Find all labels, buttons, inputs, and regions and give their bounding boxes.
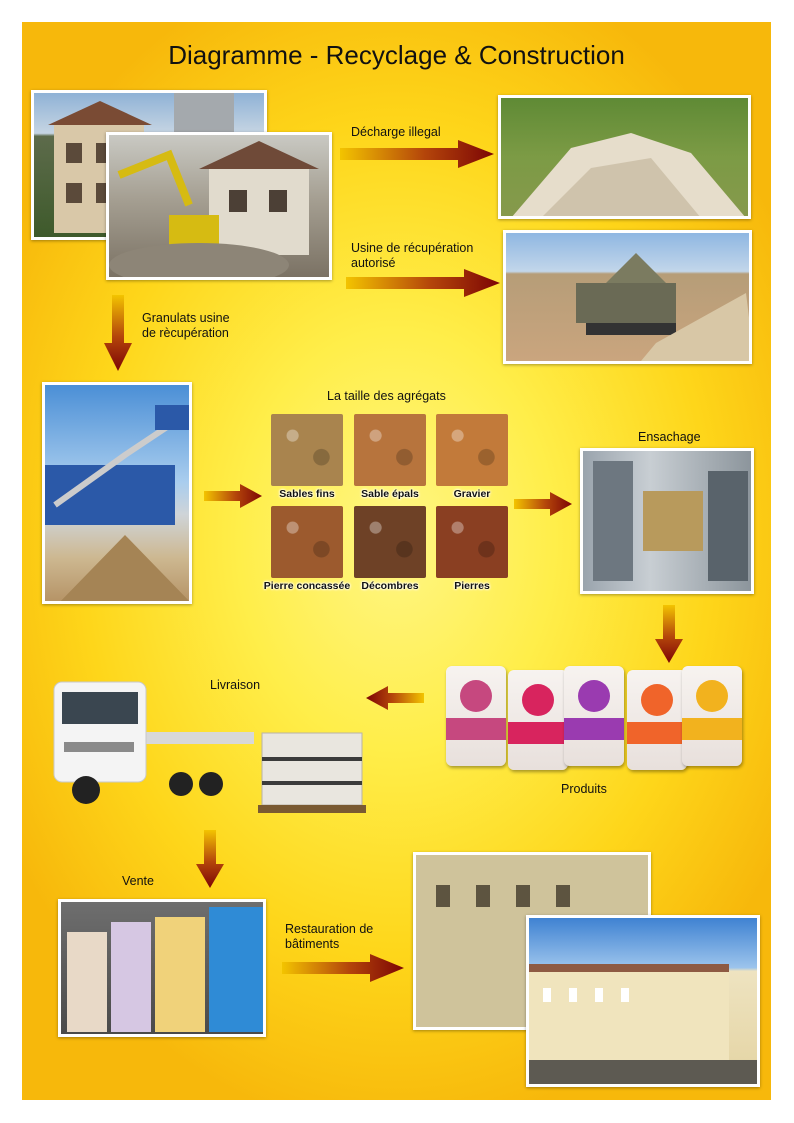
aggregate-label: Sables fins (279, 488, 335, 500)
bag-logo (460, 680, 492, 712)
arrow-to-authorized-plant (346, 269, 500, 297)
bagging-illustration (583, 451, 754, 594)
bag-band (682, 718, 742, 740)
label-sale: Vente (122, 874, 154, 888)
arrow-down-to-products (655, 605, 683, 663)
aggregate-tile (354, 506, 426, 578)
label-bagging: Ensachage (638, 430, 701, 444)
label-delivery: Livraison (210, 678, 261, 692)
arrow-down-granulates (104, 295, 132, 371)
aggregate-tile (271, 414, 343, 486)
rubble-pile (501, 98, 751, 219)
bag-logo (641, 684, 673, 716)
product-bag (627, 670, 687, 770)
aggregate-label: Décombres (361, 580, 419, 592)
poster (22, 22, 771, 1100)
restored-building (529, 918, 760, 1087)
illegal-dump-photo (498, 95, 751, 219)
label-restoration: Restauration de bâtiments (285, 922, 374, 951)
aggregate-tile (354, 414, 426, 486)
aggregate-tile (436, 414, 508, 486)
pallet-of-bags (258, 727, 368, 817)
screening-machine (45, 385, 192, 604)
label-aggregate-sizes: La taille des agrégats (327, 389, 446, 403)
arrow-to-illegal-dump (340, 140, 494, 168)
aggregate-label: Sable épals (361, 488, 419, 500)
screening-plant-photo (42, 382, 192, 604)
aggregate-label: Pierre concassée (263, 580, 351, 592)
store-shelves-photo (58, 899, 266, 1037)
recovery-plant-photo (503, 230, 752, 364)
bagging-machine-photo (580, 448, 754, 594)
bag-band (564, 718, 624, 740)
arrow-to-bagging (514, 492, 572, 516)
product-bag (682, 666, 742, 766)
excavator-illustration (109, 135, 332, 280)
aggregate-tile (271, 506, 343, 578)
aggregate-label: Pierres (454, 580, 490, 592)
delivery-truck (46, 672, 256, 810)
restored-building-photo (526, 915, 760, 1087)
arrow-to-restoration (282, 954, 404, 982)
stacked-products (61, 902, 266, 1037)
bag-band (627, 722, 687, 744)
bag-logo (696, 680, 728, 712)
arrow-to-aggregates (204, 484, 262, 508)
demolition-photo (106, 132, 332, 280)
diagram-title: Diagramme - Recyclage & Construction (168, 40, 625, 70)
bag-logo (578, 680, 610, 712)
arrow-down-to-sale (196, 830, 224, 888)
aggregate-label: Gravier (453, 488, 491, 500)
label-granulates: Granulats usine de rècupération (142, 311, 230, 340)
label-products: Produits (561, 782, 607, 796)
arrow-to-delivery (366, 686, 424, 710)
aggregate-tile (436, 506, 508, 578)
product-bag (508, 670, 568, 770)
bag-logo (522, 684, 554, 716)
product-bag (564, 666, 624, 766)
label-illegal-dump: Décharge illegal (351, 125, 441, 139)
crusher-machine (506, 233, 752, 364)
label-authorized-plant: Usine de récupération autorisé (351, 241, 474, 270)
bag-band (508, 722, 568, 744)
bag-band (446, 718, 506, 740)
product-bag (446, 666, 506, 766)
